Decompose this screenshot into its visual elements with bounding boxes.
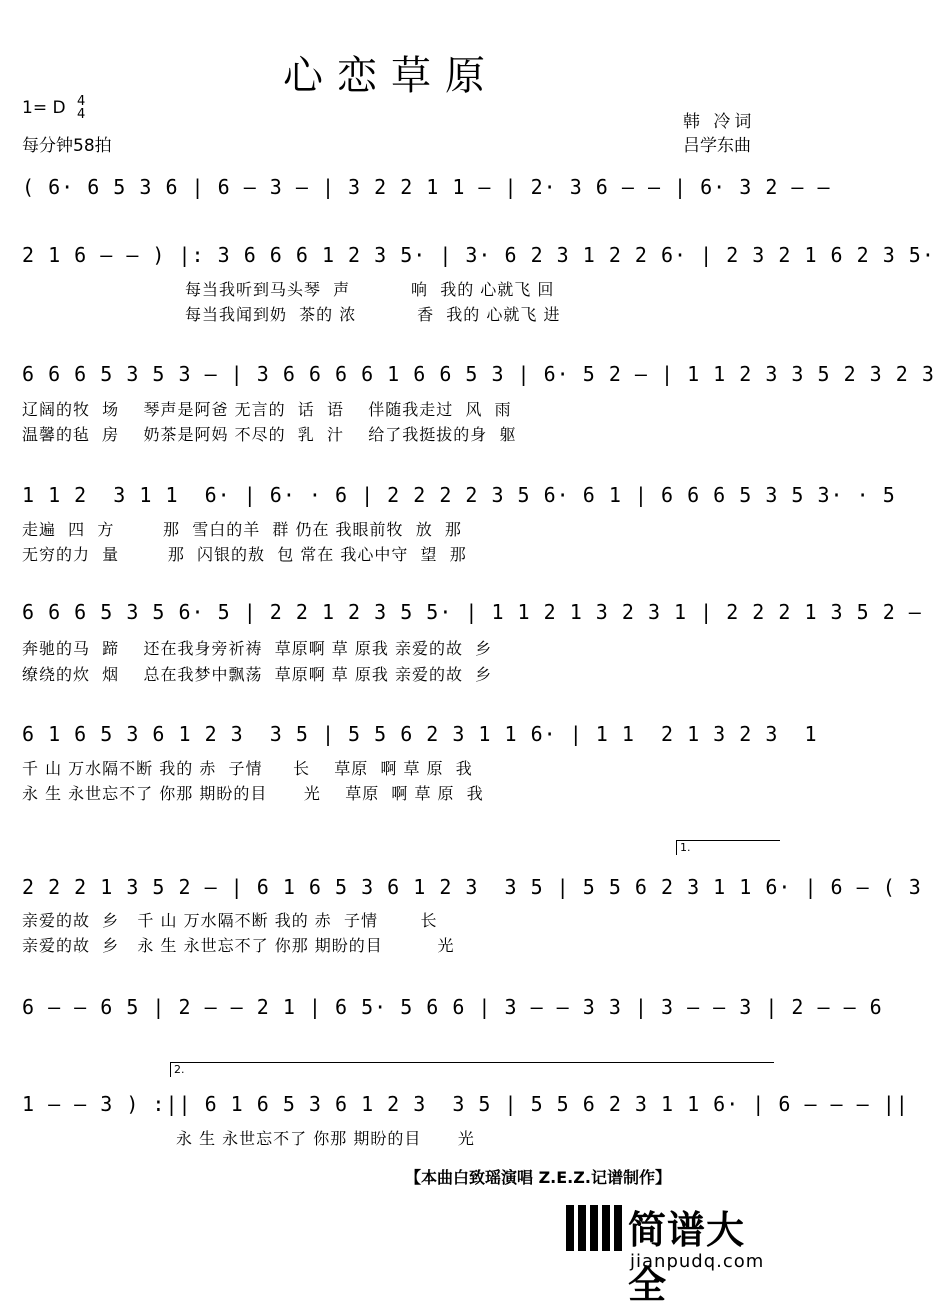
logo-brand: 简谱大全 [628, 1208, 746, 1307]
composer: 吕学东曲 [683, 136, 751, 156]
piano-keys-icon [566, 1205, 622, 1251]
lyric-row-3-verse-1: 辽阔的牧 场 琴声是阿爸 无言的 话 语 伴随我走过 风 雨 [22, 400, 512, 419]
notation-row-5: 6 6 6 5 3 5 6· 5 | 2 2 1 2 3 5 5· | 1 1 2 1 3 2 3 1 | 2 2 2 1 3 5 2 — [22, 600, 922, 624]
lyric-row-6-verse-1: 千 山 万水隔不断 我的 赤 子情 长 草原 啊 草 原 我 [22, 759, 473, 778]
lyric-row-2-verse-1: 每当我听到马头琴 声 响 我的 心就飞 回 [185, 280, 555, 299]
notation-row-8: 6 — — 6 5 | 2 — — 2 1 | 6 5· 5 6 6 | 3 — — 3 3 | 3 — — 3 | 2 — — 6 [22, 995, 883, 1019]
notation-row-2: 2 1 6 — — ) |: 3 6 6 6 1 2 3 5· | 3· 6 2 3 1 2 2 6· | 2 3 2 1 6 2 3 5· [22, 243, 935, 267]
time-signature: 4 4 [76, 94, 86, 122]
notation-row-3: 6 6 6 5 3 5 3 — | 3 6 6 6 6 1 6 6 5 3 | 6· 5 2 — | 1 1 2 3 3 5 2 3 2 3 [22, 362, 935, 386]
key-label: 1= D [22, 98, 66, 118]
lyric-row-9-verse-2: 永 生 永世忘不了 你那 期盼的目 光 [176, 1129, 475, 1148]
notation-row-1: ( 6· 6 5 3 6 | 6 — 3 — | 3 2 2 1 1 — | 2· 3 6 — — | 6· 3 2 — — [22, 175, 831, 199]
lyric-row-2-verse-2: 每当我闻到奶 茶的 浓 香 我的 心就飞 进 [185, 305, 561, 324]
lyricist: 韩 冷词 [683, 112, 756, 132]
notation-row-9: 1 — — 3 ) :|| 6 1 6 5 3 6 1 2 3 3 5 | 5 5 6 2 3 1 1 6· | 6 — — — || [22, 1092, 909, 1116]
notation-row-6: 6 1 6 5 3 6 1 2 3 3 5 | 5 5 6 2 3 1 1 6· | 1 1 2 1 3 2 3 1 [22, 722, 818, 746]
page-title: 心恋草原 [283, 53, 499, 99]
volta-2: 2. [170, 1062, 774, 1077]
lyric-row-6-verse-2: 永 生 永世忘不了 你那 期盼的目 光 草原 啊 草 原 我 [22, 784, 484, 803]
lyric-row-4-verse-1: 走遍 四 方 那 雪白的羊 群 仍在 我眼前牧 放 那 [22, 520, 462, 539]
site-logo [566, 1193, 778, 1307]
key-signature [22, 95, 85, 121]
notation-row-7: 2 2 2 1 3 5 2 — | 6 1 6 5 3 6 1 2 3 3 5 | 5 5 6 2 3 1 1 6· | 6 — ( 3 [22, 875, 922, 899]
lyric-row-4-verse-2: 无穷的力 量 那 闪银的敖 包 常在 我心中守 望 那 [22, 545, 467, 564]
lyric-row-7-verse-2: 亲爱的故 乡 永 生 永世忘不了 你那 期盼的目 光 [22, 936, 455, 955]
notation-row-4: 1 1 2 3 1 1 6· | 6· · 6 | 2 2 2 2 3 5 6· 6 1 | 6 6 6 5 3 5 3· · 5 [22, 483, 896, 507]
lyric-row-3-verse-2: 温馨的毡 房 奶茶是阿妈 不尽的 乳 汁 给了我挺拔的身 躯 [22, 425, 517, 444]
lyric-row-5-verse-2: 缭绕的炊 烟 总在我梦中飘荡 草原啊 草 原我 亲爱的故 乡 [22, 665, 493, 684]
lyric-row-7-verse-1: 亲爱的故 乡 千 山 万水隔不断 我的 赤 子情 长 [22, 911, 438, 930]
volta-1: 1. [676, 840, 780, 855]
logo-url: jianpudq.com [630, 1251, 765, 1272]
credit-line: 【本曲白致瑶演唱 Z.E.Z.记谱制作】 [405, 1168, 671, 1187]
tempo: 每分钟58拍 [22, 136, 112, 156]
lyric-row-5-verse-1: 奔驰的马 蹄 还在我身旁祈祷 草原啊 草 原我 亲爱的故 乡 [22, 639, 493, 658]
